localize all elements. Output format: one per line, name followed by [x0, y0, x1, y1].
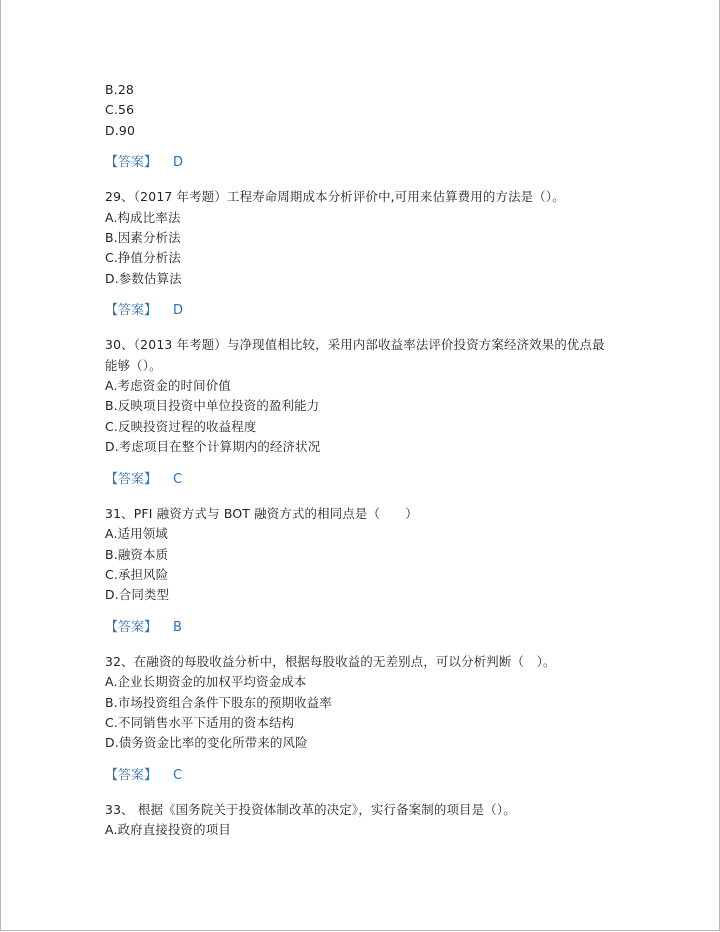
option-b: B.融资本质: [105, 546, 169, 562]
question-32: [105, 652, 625, 786]
question-stem: 29、（2017 年考题）工程寿命周期成本分析评价中,可用来估算费用的方法是（）。: [105, 189, 565, 205]
question-stem: 31、PFI 融资方式与 BOT 融资方式的相同点是（ ）: [105, 505, 418, 521]
option-c: C.不同销售水平下适用的资本结构: [105, 714, 295, 730]
question-stem: 32、在融资的每股收益分析中，根据每股收益的无差别点，可以分析判断（ ）。: [105, 653, 556, 669]
option-c: C.承担风险: [105, 566, 169, 582]
answer-label: 【答案】: [105, 619, 158, 635]
question-stem: 30、（2013 年考题）与净现值相比较，采用内部收益率法评价投资方案经济效果的优点最能够（）。: [105, 337, 605, 373]
option-d: D.考虑项目在整个计算期内的经济状况: [105, 439, 321, 455]
option-b: B.28: [105, 82, 135, 97]
option-c: C.反映投资过程的收益程度: [105, 418, 257, 434]
answer-label: 【答案】: [105, 155, 158, 171]
option-b: B.市场投资组合条件下股东的预期收益率: [105, 694, 332, 710]
option-a: A.考虑资金的时间价值: [105, 378, 231, 394]
answer-line: [105, 618, 625, 638]
option-d: D.90: [105, 122, 136, 138]
question-30: [105, 335, 625, 489]
answer-line: [105, 766, 625, 786]
answer-value: C: [173, 767, 183, 783]
option-a: A.构成比率法: [105, 209, 181, 225]
answer-value: B: [173, 619, 182, 635]
option-c: C.挣值分析法: [105, 250, 181, 266]
page-content: [105, 80, 625, 841]
previous-question-options: [105, 80, 625, 141]
option-b: B.反映项目投资中单位投资的盈利能力: [105, 398, 320, 414]
option-a: A.企业长期资金的加权平均资金成本: [105, 674, 307, 690]
answer-label: 【答案】: [105, 767, 158, 783]
answer-value: D: [173, 155, 184, 171]
option-c: C.56: [105, 102, 135, 118]
question-31: [105, 504, 625, 638]
question-33: [105, 800, 625, 841]
answer-value: C: [173, 471, 183, 487]
answer-label: 【答案】: [105, 303, 158, 319]
option-d: D.合同类型: [105, 587, 170, 603]
answer-line: [105, 153, 625, 173]
option-d: D.参数估算法: [105, 270, 182, 286]
answer-value: D: [173, 303, 184, 319]
option-a: A.政府直接投资的项目: [105, 822, 231, 838]
answer-label: 【答案】: [105, 471, 158, 487]
option-a: A.适用领域: [105, 526, 168, 542]
question-stem: 33、 根据《国务院关于投资体制改革的决定》，实行备案制的项目是（）。: [105, 801, 516, 817]
answer-line: [105, 301, 625, 321]
option-d: D.债务资金比率的变化所带来的风险: [105, 735, 308, 751]
answer-line: [105, 470, 625, 490]
question-29: [105, 187, 625, 321]
option-b: B.因素分析法: [105, 230, 181, 246]
